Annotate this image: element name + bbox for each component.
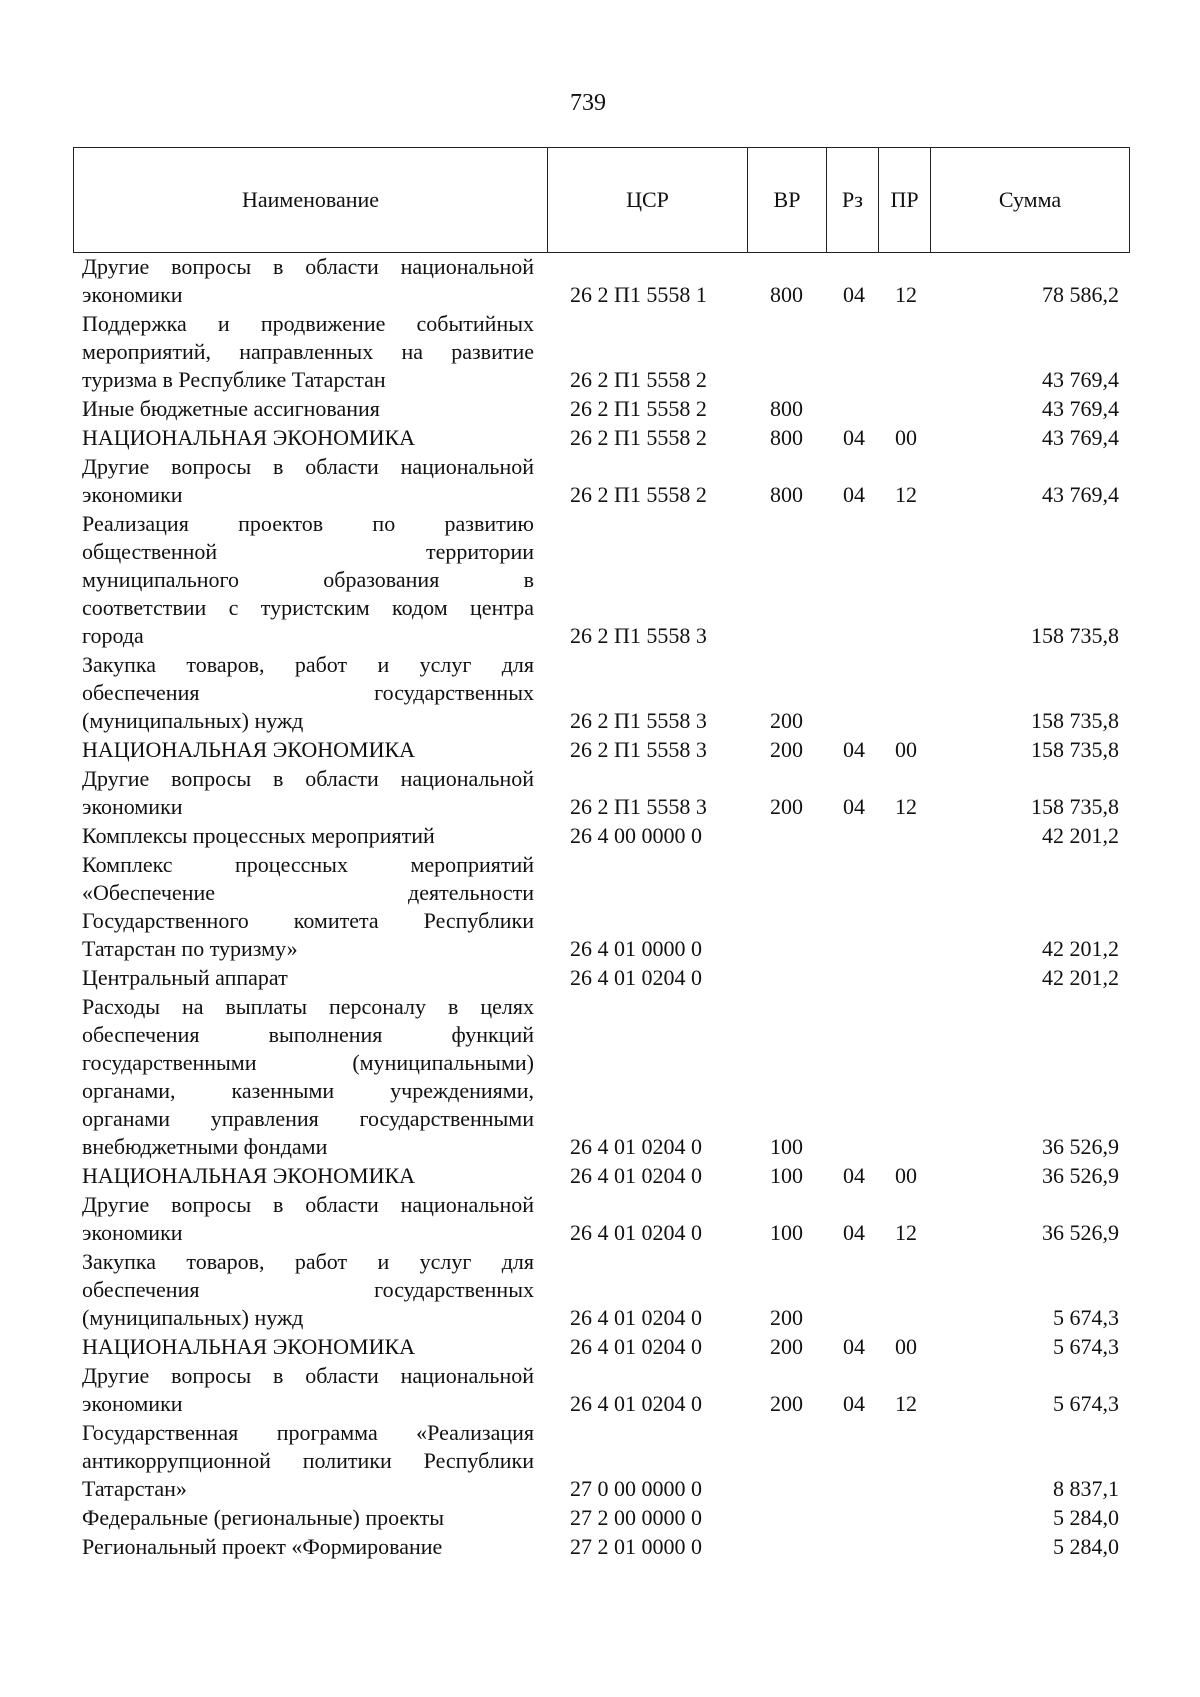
row-rz: 04 bbox=[843, 1220, 865, 1245]
row-name bbox=[82, 1504, 534, 1532]
row-name bbox=[82, 736, 534, 764]
row-csr: 26 2 П1 5558 3 bbox=[570, 708, 707, 733]
row-name-line: Иные бюджетные ассигнования bbox=[82, 396, 380, 421]
column-header-rz: Рз bbox=[827, 148, 879, 253]
row-rz: 04 bbox=[843, 737, 865, 762]
row-name-line: Другие вопросы в области национальной bbox=[82, 1363, 534, 1388]
row-vr: 800 bbox=[770, 482, 803, 507]
row-pr: 12 bbox=[895, 794, 917, 819]
row-name-line: внебюджетными фондами bbox=[82, 1134, 328, 1159]
row-sum: 5 674,3 bbox=[1053, 1391, 1119, 1416]
row-csr: 26 2 П1 5558 2 bbox=[570, 396, 707, 421]
row-name-line: экономики bbox=[82, 282, 183, 307]
row-name-line: Реализация проектов по развитию bbox=[82, 511, 534, 536]
row-csr: 26 4 01 0204 0 bbox=[570, 1163, 702, 1188]
row-name-line: экономики bbox=[82, 1220, 183, 1245]
row-csr: 26 4 01 0204 0 bbox=[570, 1305, 702, 1330]
row-name-line: Другие вопросы в области национальной bbox=[82, 254, 534, 279]
row-vr: 800 bbox=[770, 282, 803, 307]
row-name-line: государственными (муниципальными) bbox=[82, 1050, 534, 1075]
row-vr: 200 bbox=[770, 1334, 803, 1359]
row-rz: 04 bbox=[843, 794, 865, 819]
row-name-line: Закупка товаров, работ и услуг для bbox=[82, 1249, 534, 1274]
row-name-line: НАЦИОНАЛЬНАЯ ЭКОНОМИКА bbox=[82, 737, 416, 762]
row-pr: 00 bbox=[895, 1334, 917, 1359]
column-header-vr: ВР bbox=[748, 148, 827, 253]
row-name bbox=[82, 1248, 534, 1332]
row-csr: 26 4 01 0204 0 bbox=[570, 1220, 702, 1245]
row-vr: 200 bbox=[770, 1305, 803, 1330]
row-csr: 26 2 П1 5558 3 bbox=[570, 794, 707, 819]
row-name-line: органами, казенными учреждениями, bbox=[82, 1078, 534, 1103]
row-name-line: НАЦИОНАЛЬНАЯ ЭКОНОМИКА bbox=[82, 425, 416, 450]
column-header-name: Наименование bbox=[74, 148, 548, 253]
row-name-line: Расходы на выплаты персоналу в целях bbox=[82, 994, 534, 1019]
row-name-line: Государственного комитета Республики bbox=[82, 908, 534, 933]
row-name-line: Другие вопросы в области национальной bbox=[82, 766, 534, 791]
row-sum: 5 674,3 bbox=[1053, 1305, 1119, 1330]
row-csr: 26 2 П1 5558 2 bbox=[570, 482, 707, 507]
row-name bbox=[82, 964, 534, 992]
row-name bbox=[82, 424, 534, 452]
row-vr: 200 bbox=[770, 737, 803, 762]
row-name-line: обеспечения государственных bbox=[82, 680, 534, 705]
row-sum: 36 526,9 bbox=[1042, 1134, 1119, 1159]
row-name-line: Татарстан» bbox=[82, 1476, 187, 1501]
row-sum: 158 735,8 bbox=[1031, 708, 1119, 733]
row-csr: 26 2 П1 5558 2 bbox=[570, 425, 707, 450]
row-name bbox=[82, 510, 534, 650]
row-vr: 200 bbox=[770, 794, 803, 819]
row-csr: 26 4 01 0204 0 bbox=[570, 1134, 702, 1159]
row-sum: 78 586,2 bbox=[1042, 282, 1119, 307]
row-name bbox=[82, 310, 534, 394]
row-rz: 04 bbox=[843, 282, 865, 307]
row-sum: 43 769,4 bbox=[1042, 425, 1119, 450]
row-sum: 8 837,1 bbox=[1053, 1476, 1119, 1501]
row-name-line: обеспечения выполнения функций bbox=[82, 1022, 534, 1047]
row-csr: 26 4 01 0204 0 bbox=[570, 1391, 702, 1416]
row-vr: 800 bbox=[770, 396, 803, 421]
row-vr: 200 bbox=[770, 708, 803, 733]
row-rz: 04 bbox=[843, 482, 865, 507]
row-csr: 26 2 П1 5558 3 bbox=[570, 623, 707, 648]
row-sum: 42 201,2 bbox=[1042, 823, 1119, 848]
row-name-line: органами управления государственными bbox=[82, 1106, 534, 1131]
page-number: 739 bbox=[570, 90, 606, 116]
row-sum: 36 526,9 bbox=[1042, 1163, 1119, 1188]
row-name bbox=[82, 822, 534, 850]
row-name-line: (муниципальных) нужд bbox=[82, 1305, 304, 1330]
row-pr: 12 bbox=[895, 1220, 917, 1245]
row-csr: 26 2 П1 5558 3 bbox=[570, 737, 707, 762]
row-sum: 5 674,3 bbox=[1053, 1334, 1119, 1359]
row-name-line: Государственная программа «Реализация bbox=[82, 1420, 534, 1445]
row-name bbox=[82, 1191, 534, 1247]
row-sum: 43 769,4 bbox=[1042, 367, 1119, 392]
row-name-line: Другие вопросы в области национальной bbox=[82, 1192, 534, 1217]
row-name-line: общественной территории bbox=[82, 539, 534, 564]
row-name-line: Центральный аппарат bbox=[82, 965, 288, 990]
row-csr: 26 4 01 0000 0 bbox=[570, 936, 702, 961]
row-name bbox=[82, 765, 534, 821]
row-name-line: соответствии с туристским кодом центра bbox=[82, 595, 534, 620]
row-csr: 27 2 00 0000 0 bbox=[570, 1505, 702, 1530]
row-sum: 158 735,8 bbox=[1031, 794, 1119, 819]
row-name bbox=[82, 1362, 534, 1418]
row-sum: 158 735,8 bbox=[1031, 737, 1119, 762]
row-rz: 04 bbox=[843, 1163, 865, 1188]
row-name bbox=[82, 1162, 534, 1190]
row-sum: 5 284,0 bbox=[1053, 1505, 1119, 1530]
table-header bbox=[73, 147, 1130, 253]
row-sum: 158 735,8 bbox=[1031, 623, 1119, 648]
row-name-line: антикоррупционной политики Республики bbox=[82, 1448, 534, 1473]
row-sum: 42 201,2 bbox=[1042, 965, 1119, 990]
row-sum: 5 284,0 bbox=[1053, 1534, 1119, 1559]
row-name-line: мероприятий, направленных на развитие bbox=[82, 339, 534, 364]
row-vr: 800 bbox=[770, 425, 803, 450]
row-sum: 42 201,2 bbox=[1042, 936, 1119, 961]
row-csr: 27 2 01 0000 0 bbox=[570, 1534, 702, 1559]
row-name-line: Поддержка и продвижение событийных bbox=[82, 311, 534, 336]
row-csr: 26 4 01 0204 0 bbox=[570, 965, 702, 990]
row-name-line: Федеральные (региональные) проекты bbox=[82, 1505, 444, 1530]
row-name-line: обеспечения государственных bbox=[82, 1277, 534, 1302]
row-name-line: муниципального образования в bbox=[82, 567, 534, 592]
row-rz: 04 bbox=[843, 1334, 865, 1359]
row-pr: 12 bbox=[895, 482, 917, 507]
row-csr: 26 2 П1 5558 2 bbox=[570, 367, 707, 392]
row-csr: 27 0 00 0000 0 bbox=[570, 1476, 702, 1501]
row-name-line: Татарстан по туризму» bbox=[82, 936, 298, 961]
row-csr: 26 4 01 0204 0 bbox=[570, 1334, 702, 1359]
row-name-line: Региональный проект «Формирование bbox=[82, 1534, 443, 1559]
column-header-csr: ЦСР bbox=[548, 148, 748, 253]
row-name-line: Закупка товаров, работ и услуг для bbox=[82, 652, 534, 677]
row-sum: 36 526,9 bbox=[1042, 1220, 1119, 1245]
row-name-line: НАЦИОНАЛЬНАЯ ЭКОНОМИКА bbox=[82, 1163, 416, 1188]
row-csr: 26 2 П1 5558 1 bbox=[570, 282, 707, 307]
row-vr: 100 bbox=[770, 1134, 803, 1159]
row-name bbox=[82, 1333, 534, 1361]
row-pr: 12 bbox=[895, 282, 917, 307]
row-name bbox=[82, 1419, 534, 1503]
row-name-line: экономики bbox=[82, 482, 183, 507]
row-vr: 100 bbox=[770, 1163, 803, 1188]
row-csr: 26 4 00 0000 0 bbox=[570, 823, 702, 848]
row-name-line: экономики bbox=[82, 794, 183, 819]
row-pr: 00 bbox=[895, 1163, 917, 1188]
row-name bbox=[82, 851, 534, 963]
row-pr: 12 bbox=[895, 1391, 917, 1416]
row-name bbox=[82, 453, 534, 509]
row-name bbox=[82, 1533, 534, 1561]
row-name-line: НАЦИОНАЛЬНАЯ ЭКОНОМИКА bbox=[82, 1334, 416, 1359]
row-name bbox=[82, 993, 534, 1161]
row-rz: 04 bbox=[843, 425, 865, 450]
row-sum: 43 769,4 bbox=[1042, 482, 1119, 507]
row-vr: 100 bbox=[770, 1220, 803, 1245]
row-name-line: Комплекс процессных мероприятий bbox=[82, 852, 534, 877]
row-pr: 00 bbox=[895, 425, 917, 450]
row-name-line: Другие вопросы в области национальной bbox=[82, 454, 534, 479]
row-name bbox=[82, 651, 534, 735]
row-vr: 200 bbox=[770, 1391, 803, 1416]
column-header-sum: Сумма bbox=[931, 148, 1130, 253]
row-sum: 43 769,4 bbox=[1042, 396, 1119, 421]
row-name-line: «Обеспечение деятельности bbox=[82, 880, 534, 905]
row-name-line: Комплексы процессных мероприятий bbox=[82, 823, 435, 848]
column-header-pr: ПР bbox=[879, 148, 931, 253]
row-name bbox=[82, 253, 534, 309]
row-name-line: туризма в Республике Татарстан bbox=[82, 367, 386, 392]
row-pr: 00 bbox=[895, 737, 917, 762]
row-name-line: (муниципальных) нужд bbox=[82, 708, 304, 733]
row-name-line: города bbox=[82, 623, 144, 648]
row-name-line: экономики bbox=[82, 1391, 183, 1416]
row-rz: 04 bbox=[843, 1391, 865, 1416]
row-name bbox=[82, 395, 534, 423]
